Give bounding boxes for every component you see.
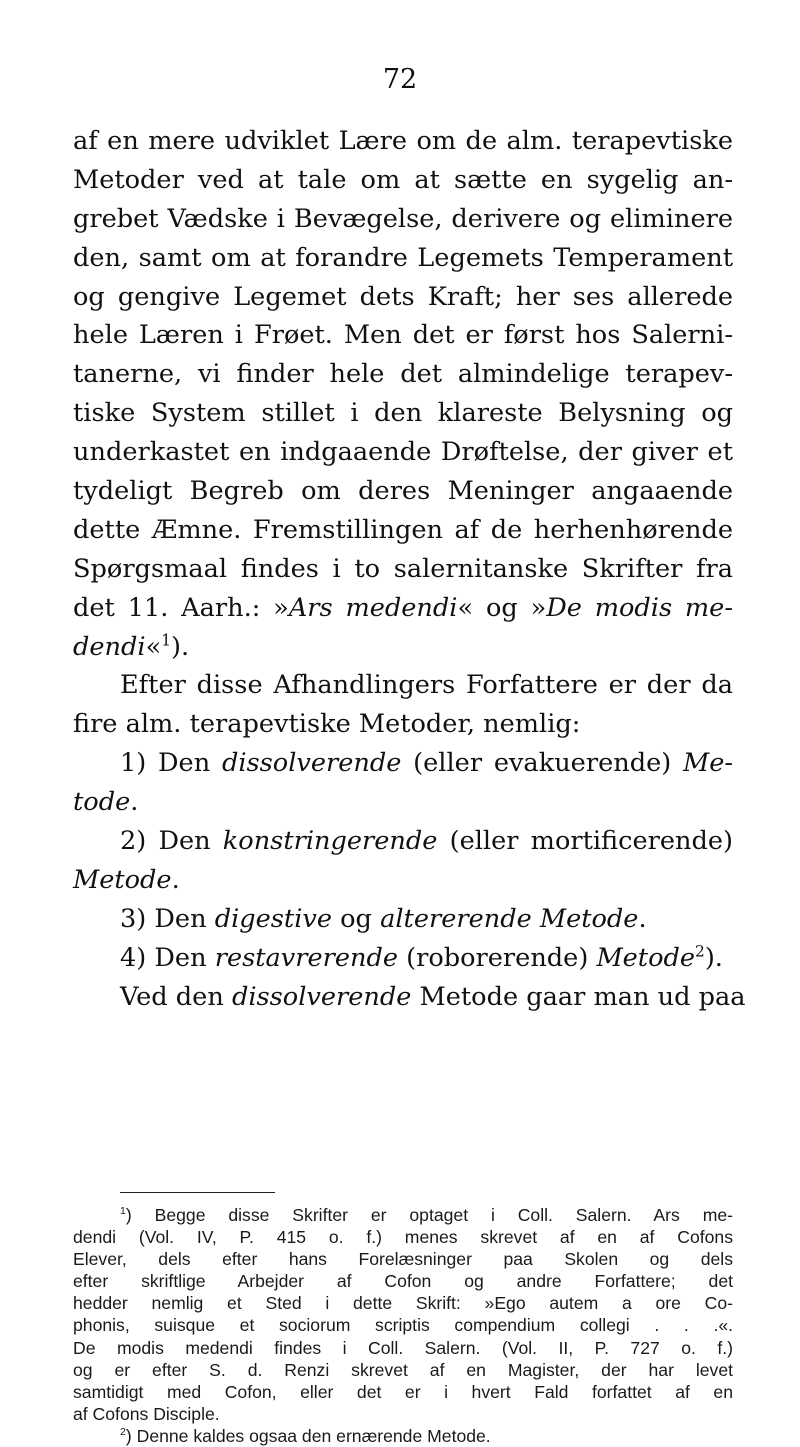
body_lines-text: konstringerende <box>222 826 438 857</box>
body_lines-line <box>73 978 746 1017</box>
footnote_lines-line <box>73 1248 733 1270</box>
footnote_lines-text: hedder nemlig et Sted i dette Skrift: »Ego autem a ore Co- <box>73 1293 733 1314</box>
body_lines-text: 4) Den <box>120 942 215 973</box>
body_lines-text: (eller mortificerende) <box>437 826 733 857</box>
body_lines-text: og <box>332 903 381 934</box>
body_lines-line <box>73 239 733 278</box>
footnote-divider <box>120 1192 275 1193</box>
body_lines-line <box>73 628 733 667</box>
body_lines-line <box>73 744 733 783</box>
body_lines-text: 2) Den <box>120 826 223 857</box>
body_lines-text: . <box>638 903 647 934</box>
body_lines-text: tode <box>73 787 131 818</box>
body_lines-text: Spørgsmaal findes i to salernitanske Skrifter fra <box>73 553 733 584</box>
body_lines-text: dendi <box>73 631 146 662</box>
body_lines-line <box>73 355 733 394</box>
body_lines-text: « og » <box>457 592 547 623</box>
body_lines-line <box>73 705 733 744</box>
body_lines-text: 2 <box>695 942 705 961</box>
body_lines-text: det 11. Aarh.: » <box>73 592 289 623</box>
body_lines-text: Me- <box>682 748 733 779</box>
footnotes <box>73 1204 733 1447</box>
footnote_lines-line <box>73 1204 733 1226</box>
footnote_lines-text: dendi (Vol. IV, P. 415 o. f.) menes skrevet af en af Cofons <box>73 1227 733 1248</box>
page-number: 72 <box>382 64 418 95</box>
footnote_lines-text: ) Begge disse Skrifter er optaget i Coll. Salern. Ars me- <box>125 1205 733 1225</box>
footnote_lines-text: 2 <box>120 1426 126 1439</box>
body_lines-text: . <box>171 864 180 895</box>
footnote_lines-text: ) Denne kaldes ogsaa den ernærende Metode. <box>125 1425 491 1446</box>
body_lines-line <box>73 550 733 589</box>
body_lines-text: dissolverende <box>231 981 412 1012</box>
body_lines-text: altererende Metode <box>380 903 639 934</box>
body_lines-line <box>73 161 733 200</box>
body_lines-text: tanerne, vi finder hele det almindelige terapev- <box>73 359 733 390</box>
body_lines-text: tydeligt Begreb om deres Meninger angaaende <box>73 476 733 507</box>
body_lines-line <box>73 278 733 317</box>
body_lines-text: restavrerende <box>214 942 398 973</box>
body_lines-line <box>73 783 733 822</box>
body_lines-text: 1 <box>161 631 172 650</box>
body_lines-text: Metode <box>73 864 172 895</box>
body_lines-line <box>73 900 733 939</box>
body_lines-line <box>73 122 733 161</box>
body_lines-text: Ved den <box>120 981 232 1012</box>
body_lines-text: af en mere udviklet Lære om de alm. terapevtiske <box>73 126 733 156</box>
body_lines-text: den, samt om at forandre Legemets Temperament <box>73 242 733 273</box>
footnote_lines-text: af Cofons Disciple. <box>73 1403 220 1424</box>
body_lines-line <box>73 822 733 861</box>
footnote_lines-line <box>73 1226 733 1248</box>
body_lines-text: dissolverende <box>221 748 402 779</box>
body_lines-text: ). <box>704 942 723 973</box>
body_lines-text: digestive <box>214 903 333 934</box>
body_lines-text: underkastet en indgaaende Drøftelse, der giver et <box>73 437 733 468</box>
body_lines-line <box>73 316 733 355</box>
body_lines-text: fire alm. terapevtiske Metoder, nemlig: <box>73 709 581 740</box>
body_lines-text: Ars medendi <box>288 592 458 623</box>
body_lines-text: dette Æmne. Fremstillingen af de herhenhørende <box>73 514 733 545</box>
footnote_lines-text: samtidigt med Cofon, eller det er i hvert Fald forfattet af en <box>73 1381 733 1402</box>
body_lines-text: De modis me- <box>546 592 733 623</box>
body_lines-text: tiske System stillet i den klareste Belysning og <box>73 398 733 429</box>
body_lines-text: . <box>130 787 139 818</box>
body_lines-text: 3) Den <box>120 903 215 934</box>
body_lines-line <box>73 433 733 472</box>
footnote_lines-line <box>73 1425 733 1447</box>
body_lines-text: Metoder ved at tale om at sætte en sygelig an- <box>73 164 733 195</box>
footnote_lines-text: 1 <box>120 1205 126 1218</box>
footnote_lines-text: De modis medendi findes i Coll. Salern. (Vol. II, P. 727 o. f.) <box>73 1337 733 1358</box>
body_lines-line <box>73 200 733 239</box>
body_lines-text: Metode gaar man ud paa <box>411 981 746 1012</box>
body_lines-text: (eller evakuerende) <box>401 748 683 779</box>
footnote_lines-line <box>73 1270 733 1292</box>
body_lines-line <box>73 861 733 900</box>
body_lines-line <box>73 394 733 433</box>
footnote_lines-line <box>73 1292 733 1314</box>
footnote_lines-text: og er efter S. d. Renzi skrevet af en Magister, der har levet <box>73 1359 733 1380</box>
body_lines-line <box>73 589 733 628</box>
body_lines-text: hele Læren i Frøet. Men det er først hos Salerni- <box>73 320 733 351</box>
body_lines-line <box>73 666 733 705</box>
footnote_lines-text: phonis, suisque et sociorum scriptis compendium collegi . . .«. <box>73 1315 733 1336</box>
body_lines-text: Efter disse Afhandlingers Forfattere er der da <box>120 670 733 701</box>
main-text <box>73 122 746 1016</box>
body_lines-line <box>73 939 733 978</box>
body_lines-text: ). <box>171 631 190 662</box>
body_lines-text: Metode <box>596 942 696 973</box>
footnote_lines-line <box>73 1403 733 1425</box>
footnote_lines-text: Elever, dels efter hans Forelæsninger paa Skolen og dels <box>73 1249 733 1270</box>
body_lines-text: « <box>145 631 162 662</box>
body_lines-line <box>73 472 733 511</box>
footnote_lines-text: efter skriftlige Arbejder af Cofon og andre Forfattere; det <box>73 1271 733 1292</box>
body_lines-line <box>73 511 733 550</box>
footnote_lines-line <box>73 1359 733 1381</box>
footnote_lines-line <box>73 1314 733 1336</box>
footnote_lines-line <box>73 1381 733 1403</box>
body_lines-text: 1) Den <box>120 748 222 779</box>
body_lines-text: (roborerende) <box>398 942 597 973</box>
body_lines-text: og gengive Legemet dets Kraft; her ses allerede <box>73 281 733 312</box>
body_lines-text: grebet Vædske i Bevægelse, derivere og eliminere <box>73 203 733 234</box>
footnote_lines-line <box>73 1337 733 1359</box>
